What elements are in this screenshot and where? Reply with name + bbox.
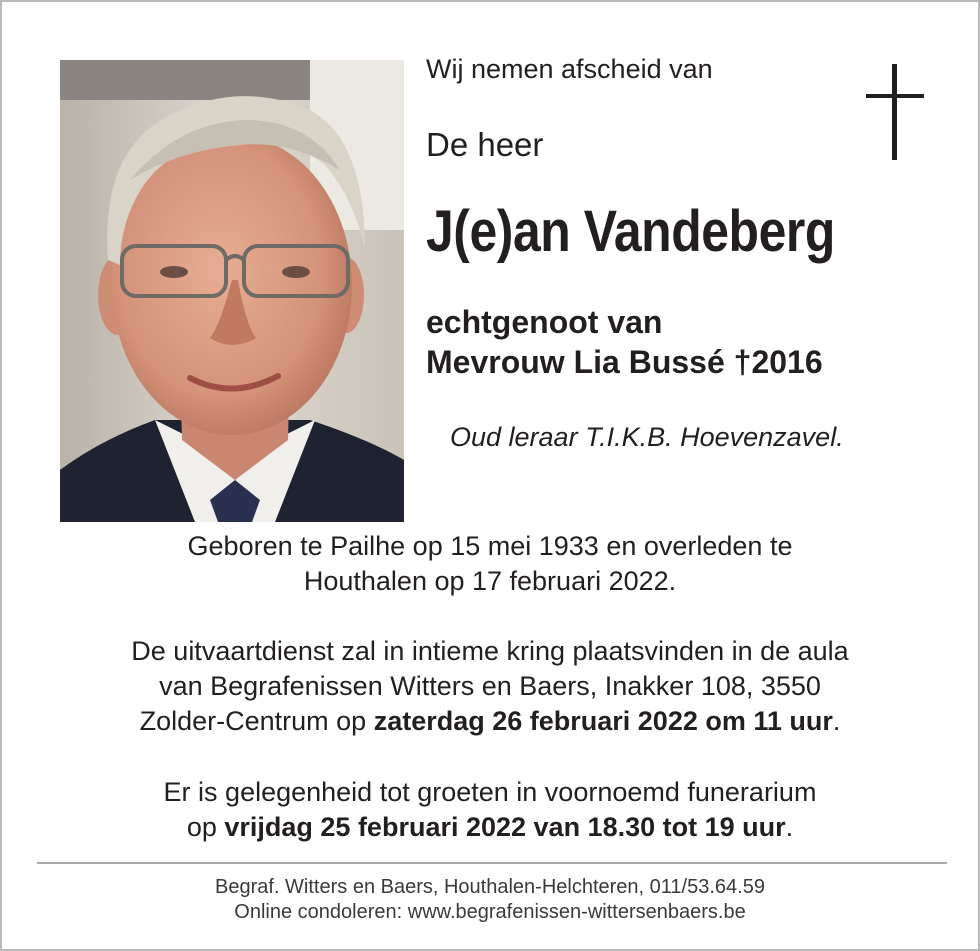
service-line-2: van Begrafenissen Witters en Baers, Inakker 108, 3550 bbox=[159, 671, 821, 701]
online-condolence-link: Online condoleren: www.begrafenissen-wittersenbaers.be bbox=[234, 901, 746, 923]
service-suffix: . bbox=[832, 706, 841, 736]
visitation-datetime: vrijdag 25 februari 2022 van 18.30 tot 19 uur bbox=[224, 812, 786, 842]
spouse-name: Mevrouw Lia Bussé †2016 bbox=[426, 344, 823, 380]
portrait-photo bbox=[60, 60, 404, 522]
visitation-line-1: Er is gelegenheid tot groeten in voornoemd funerarium bbox=[163, 777, 817, 807]
service-line-3 bbox=[42, 704, 938, 739]
service-prefix: Zolder-Centrum op bbox=[139, 706, 374, 736]
funeral-home-contact: Begraf. Witters en Baers, Houthalen-Helchteren, 011/53.64.59 bbox=[215, 876, 765, 898]
spouse-label: echtgenoot van bbox=[426, 304, 663, 340]
intro-text: Wij nemen afscheid van bbox=[426, 54, 713, 84]
visitation-prefix: op bbox=[186, 812, 225, 842]
visitation-suffix: . bbox=[785, 812, 794, 842]
honorific-title: De heer bbox=[426, 126, 544, 163]
cross-icon bbox=[866, 64, 924, 160]
deceased-name: J(e)an Vandeberg bbox=[426, 199, 835, 264]
visitation-line-2 bbox=[42, 810, 938, 845]
birth-line-2: Houthalen op 17 februari 2022. bbox=[303, 566, 677, 596]
footer-divider bbox=[37, 862, 947, 864]
footer bbox=[42, 875, 938, 925]
birth-line-1: Geboren te Pailhe op 15 mei 1933 en overleden te bbox=[187, 531, 793, 561]
occupation-text: Oud leraar T.I.K.B. Hoevenzavel. bbox=[450, 422, 844, 452]
funeral-service-paragraph bbox=[42, 634, 938, 739]
birth-death-paragraph bbox=[42, 529, 938, 599]
service-line-1: De uitvaartdienst zal in intieme kring plaatsvinden in de aula bbox=[131, 636, 849, 666]
visitation-paragraph bbox=[42, 775, 938, 845]
service-datetime: zaterdag 26 februari 2022 om 11 uur bbox=[373, 706, 833, 736]
